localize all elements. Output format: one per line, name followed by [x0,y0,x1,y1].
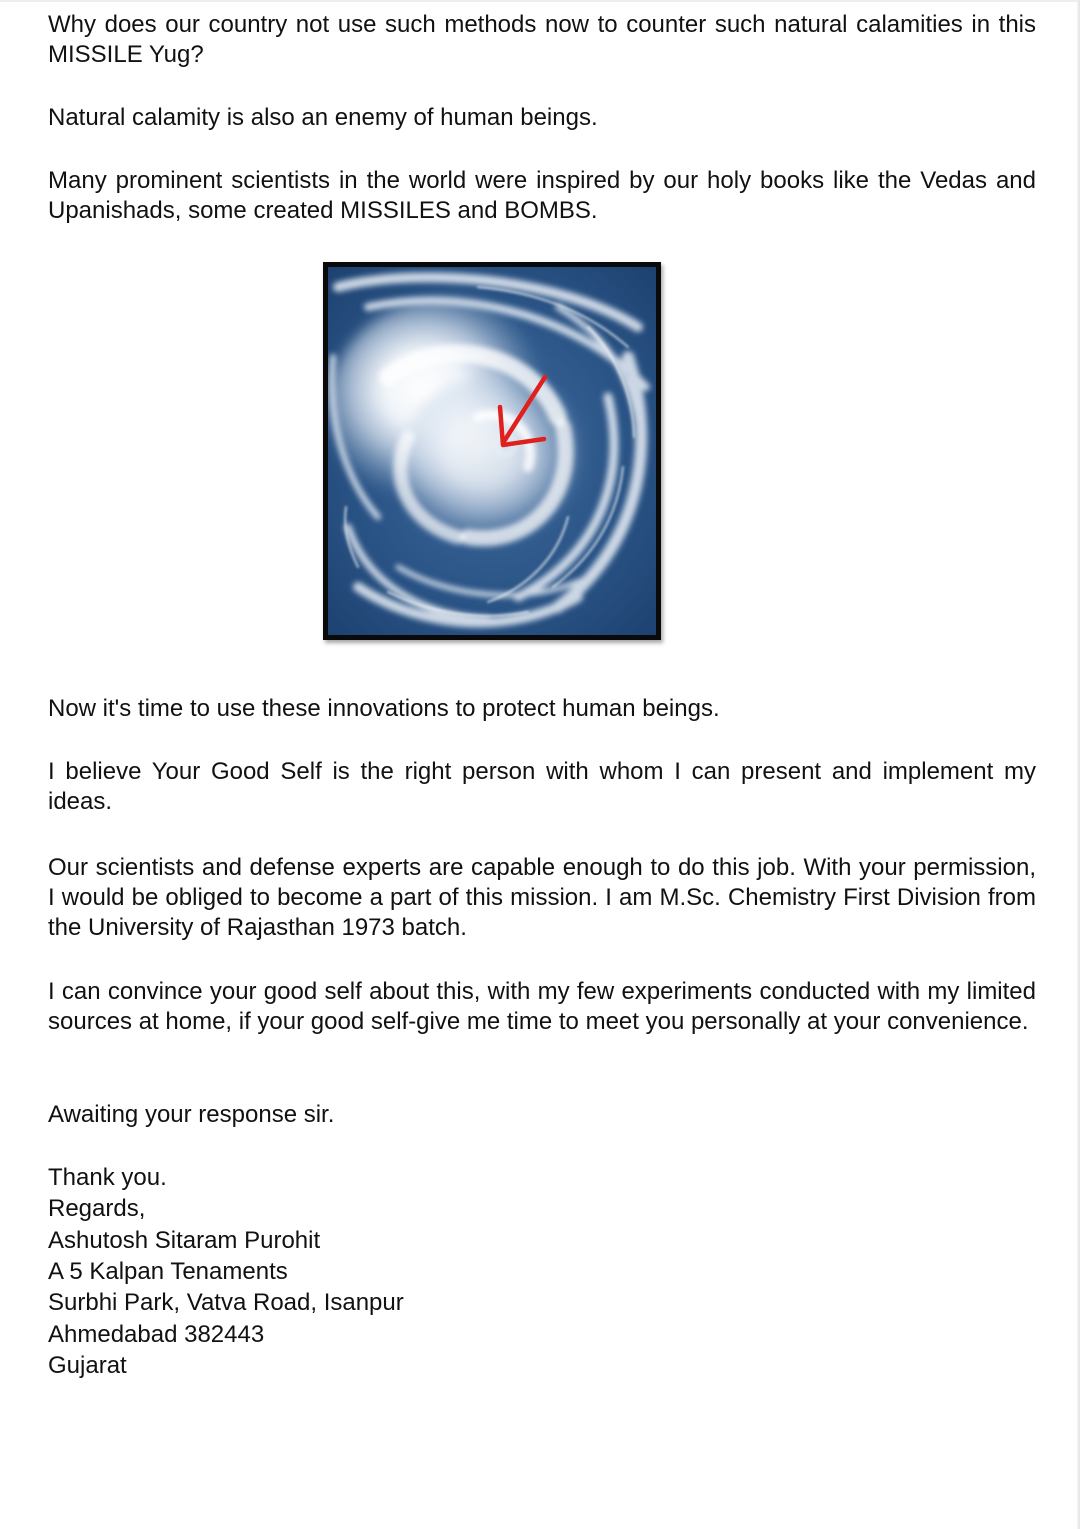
paragraph-natural-calamity: Natural calamity is also an enemy of human beings. [48,104,598,131]
signature-name: Ashutosh Sitaram Purohit [48,1227,321,1254]
page-top-edge [0,0,1080,2]
paragraph-time-to-protect: Now it's time to use these innovations to protect human beings. [48,695,720,722]
paragraph-missile-yug: Why does our country not use such methods now to counter such natural calamities in this MISSILE Yug? [48,11,1036,68]
paragraph-right-person: I believe Your Good Self is the right person with whom I can present and implement my ideas. [48,758,1036,815]
address-line-2: Surbhi Park, Vatva Road, Isanpur [48,1289,404,1316]
closing-regards: Regards, [48,1195,146,1222]
address-city: Ahmedabad 382443 [48,1321,265,1348]
address-state: Gujarat [48,1352,127,1379]
cyclone-image [323,262,661,640]
closing-thanks: Thank you. [48,1164,167,1191]
cyclone-satellite-icon [328,267,656,635]
paragraph-qualifications: Our scientists and defense experts are capable enough to do this job. With your permission, I would be obliged to become a part of this mission. I am M.Sc. Chemistry First Division from the University of Rajasthan 1973 batch. [48,854,1036,941]
paragraph-awaiting-response: Awaiting your response sir. [48,1101,335,1128]
paragraph-experiments: I can convince your good self about this, with my few experiments conducted with my limited sources at home, if your good self-give me time to meet you personally at your convenience. [48,978,1036,1035]
paragraph-scientists-inspired: Many prominent scientists in the world were inspired by our holy books like the Vedas and Upanishads, some created MISSILES and BOMBS. [48,167,1036,224]
address-line-1: A 5 Kalpan Tenaments [48,1258,288,1285]
